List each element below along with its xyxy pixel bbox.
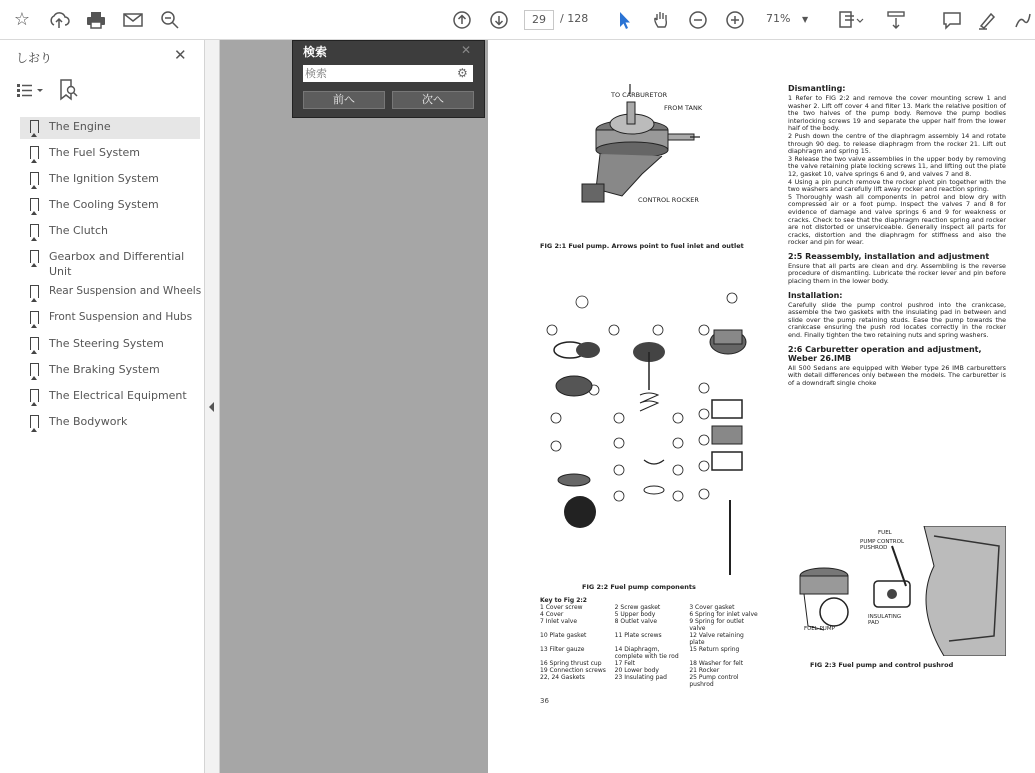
bookmark-icon <box>30 337 39 350</box>
paragraph: 3 Release the two valve assemblies in the upper body by removing the valve retaining plate locking screws 11, and lifting out the plate 12, gasket 10, valve springs 6 and 9, and valves 7 and 8. <box>788 154 1006 178</box>
fig-label: CONTROL ROCKER <box>638 196 699 204</box>
star-icon[interactable]: ☆ <box>13 9 31 30</box>
key-item: 21 Rocker <box>689 667 720 674</box>
comment-icon[interactable] <box>940 8 964 32</box>
fig-label: FROM TANK <box>664 104 703 112</box>
paragraph: Carefully slide the pump control pushrod into the crankcase, assemble the two gaskets with the insulating pad in between and slide over the pump retaining studs. Ease the pump towards the crankcase ensuring the push rod locates correctly in the rocker end. Finally tighten the two retaining nuts and spring washers. <box>788 300 1006 340</box>
bookmark-item[interactable] <box>20 143 200 165</box>
collapse-arrow-icon[interactable] <box>209 402 214 412</box>
fig-label: FUEL PUMP <box>804 626 835 632</box>
scroll-mode-icon[interactable] <box>884 8 908 32</box>
section-heading: 2:5 Reassembly, installation and adjustment <box>788 251 990 261</box>
bookmark-item[interactable] <box>20 334 200 356</box>
key-item: 3 Cover gasket <box>689 604 735 611</box>
bookmark-icon <box>30 363 39 376</box>
close-icon[interactable]: ✕ <box>461 43 472 57</box>
options-list-icon[interactable] <box>16 80 46 104</box>
chevron-down-icon: ▼ <box>801 15 809 24</box>
bookmark-label: The Electrical Equipment <box>49 389 187 402</box>
key-item: 25 Pump control pushrod <box>689 674 739 688</box>
page-total: / 128 <box>560 12 589 25</box>
bookmark-icon <box>30 146 39 159</box>
paragraph: All 500 Sedans are equipped with Weber type 26 IMB carburetters with detail differences only between the models. The carburetter is of a downdraft single choke <box>788 363 1006 387</box>
print-icon[interactable] <box>84 8 108 32</box>
zoom-search-icon[interactable] <box>158 8 182 32</box>
page-number-input[interactable]: 29 <box>524 10 554 30</box>
paragraph: 5 Thoroughly wash all components in petrol and blow dry with compressed air or a foot pump. Inspect the valves 7 and 8 for evidence of damage and valve springs 6 and 9 for weakness or cracks. Check to see that the diaphragm reaction spring and rocker are not distorted or unserviceable. Generally inspect all parts for cracks, distortion and the diaphragm for stiffness and also the rocker and pin for wear. <box>788 192 1006 247</box>
bookmark-label: Front Suspension and Hubs <box>49 311 193 323</box>
bookmark-icon <box>30 311 39 324</box>
zoom-out-icon[interactable] <box>686 8 710 32</box>
key-item: 9 Spring for outlet valve <box>689 618 745 632</box>
zoom-select[interactable] <box>766 12 816 25</box>
page-number: 36 <box>540 697 549 705</box>
paragraph: 1 Refer to FIG 2:2 and remove the cover mounting screw 1 and washer 2. Lift off cover 4 and filter 13. Mark the relative position of the two halves of the pump body. Remove the pump bodies interlocking screws 19 and separate the upper half from the lower half of the body. <box>788 94 1006 133</box>
bookmark-item[interactable] <box>20 360 200 382</box>
key-item: 19 Connection screws <box>540 667 606 674</box>
figure-key <box>540 597 760 688</box>
document-viewer[interactable] <box>220 40 1035 773</box>
page-fit-icon[interactable] <box>836 8 860 32</box>
bookmark-item[interactable] <box>20 282 200 304</box>
bookmark-item[interactable] <box>20 308 200 330</box>
zoom-value: 71% <box>766 12 791 25</box>
bookmark-label: The Fuel System <box>49 146 140 159</box>
key-item: 20 Lower body <box>614 667 659 674</box>
key-item: 4 Cover <box>540 611 564 618</box>
bookmark-item[interactable] <box>20 247 200 279</box>
bookmark-label: The Ignition System <box>49 172 159 185</box>
bookmark-icon <box>30 120 39 133</box>
bookmark-item[interactable] <box>20 386 200 408</box>
bookmark-item[interactable] <box>20 117 200 139</box>
key-item: 10 Plate gasket <box>540 632 587 639</box>
key-item: 6 Spring for inlet valve <box>689 611 758 618</box>
bookmark-item[interactable] <box>20 169 200 191</box>
bookmark-label: The Clutch <box>49 224 108 237</box>
bookmark-label: The Bodywork <box>49 415 128 428</box>
bookmark-label: The Cooling System <box>49 198 159 211</box>
key-grid <box>540 604 760 688</box>
find-dialog <box>292 40 485 118</box>
key-item: 2 Screw gasket <box>614 604 661 611</box>
bookmark-label: Rear Suspension and Wheels <box>49 285 202 297</box>
close-icon[interactable]: ✕ <box>174 46 187 64</box>
figure-caption: FIG 2:2 Fuel pump components <box>582 583 696 591</box>
paragraph: Ensure that all parts are clean and dry. Assembling is the reverse procedure of dismantling. Lubricate the rocker lever and pin before placing them in the lower body. <box>788 261 1006 286</box>
panel-splitter[interactable] <box>205 40 220 773</box>
bookmark-item[interactable] <box>20 412 200 434</box>
toolbar <box>0 0 1035 40</box>
key-item: 7 Inlet valve <box>540 618 578 625</box>
key-item: 16 Spring thrust cup <box>540 660 602 667</box>
hand-tool-icon[interactable] <box>649 8 673 32</box>
bookmarks-panel <box>0 40 205 773</box>
find-input[interactable] <box>303 65 473 82</box>
mail-icon[interactable] <box>121 8 145 32</box>
upload-icon[interactable] <box>47 8 71 32</box>
bookmark-label: The Steering System <box>49 337 164 350</box>
prev-page-icon[interactable] <box>450 8 474 32</box>
bookmark-item[interactable] <box>20 195 200 217</box>
find-prev-button[interactable]: 前へ <box>303 91 385 109</box>
key-item: 13 Filter gauze <box>540 646 585 653</box>
key-item: 12 Valve retaining plate <box>689 632 744 646</box>
bookmark-search-icon[interactable] <box>58 78 80 106</box>
bookmark-icon <box>30 224 39 237</box>
key-item: 15 Return spring <box>689 646 740 653</box>
paragraph: 4 Using a pin punch remove the rocker pivot pin together with the two washers and carefully lift away rocker and reaction spring. <box>788 177 1006 194</box>
highlight-pen-icon[interactable] <box>975 8 999 32</box>
bookmark-label: Gearbox and Differential Unit <box>49 250 185 278</box>
bookmark-icon <box>30 285 39 298</box>
section-heading: 2:6 Carburetter operation and adjustment, Weber 26.IMB <box>788 344 982 363</box>
figure-caption: FIG 2:3 Fuel pump and control pushrod <box>810 661 954 669</box>
find-title: 検索 <box>303 45 328 59</box>
bookmark-icon <box>30 415 39 428</box>
figure-caption: FIG 2:1 Fuel pump. Arrows point to fuel inlet and outlet <box>540 242 744 250</box>
bookmark-label: The Engine <box>49 120 111 133</box>
bookmark-icon <box>30 198 39 211</box>
key-item: 5 Upper body <box>614 611 656 618</box>
paragraph: 2 Push down the centre of the diaphragm assembly 14 and rotate through 90 deg. to release diaphragm from the rocker 21. Lift out diaphragm and spring 15. <box>788 131 1006 156</box>
bookmark-icon <box>30 172 39 185</box>
bookmark-icon <box>30 250 39 263</box>
select-cursor-icon[interactable] <box>612 8 636 32</box>
key-item: 14 Diaphragm, complete with tie rod <box>614 646 679 660</box>
key-item: 22, 24 Gaskets <box>540 674 585 681</box>
bookmark-icon <box>30 389 39 402</box>
section-heading: Dismantling: <box>788 84 846 93</box>
fig-label: FUEL <box>878 530 892 536</box>
zoom-in-icon[interactable] <box>723 8 747 32</box>
document-page <box>488 40 1035 773</box>
text-column <box>788 84 1006 387</box>
panel-title: しおり <box>16 51 53 65</box>
key-item: 8 Outlet valve <box>614 618 658 625</box>
key-item: 18 Washer for felt <box>689 660 744 667</box>
key-item: 11 Plate screws <box>614 632 662 639</box>
draw-icon[interactable] <box>1010 8 1034 32</box>
fig-label: PUMP CONTROL PUSHROD <box>860 539 905 551</box>
fuel-pump-components-illustration <box>544 290 764 575</box>
bookmark-label: The Braking System <box>49 363 160 376</box>
bookmark-item[interactable] <box>20 221 200 243</box>
find-next-button[interactable]: 次へ <box>392 91 474 109</box>
key-item: 1 Cover screw <box>540 604 583 611</box>
next-page-icon[interactable] <box>487 8 511 32</box>
key-item: 17 Felt <box>614 660 636 667</box>
fig-label: INSULATING PAD <box>868 614 902 626</box>
section-heading: Installation: <box>788 290 843 300</box>
fig-label: TO CARBURETOR <box>611 91 668 99</box>
key-title: Key to Fig 2:2 <box>540 597 587 604</box>
key-item: 23 Insulating pad <box>614 674 667 681</box>
gear-icon[interactable]: ⚙ <box>457 66 468 80</box>
